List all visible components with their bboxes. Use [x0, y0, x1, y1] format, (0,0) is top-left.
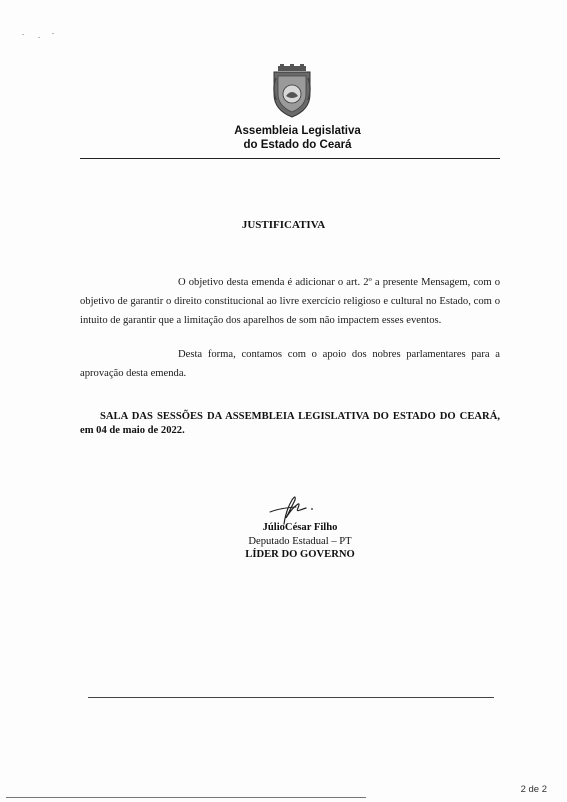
org-line-2: do Estado do Ceará: [243, 139, 352, 151]
signer-role: Deputado Estadual – PT: [248, 535, 352, 547]
scan-speck: [52, 33, 54, 34]
signer-name: JúlioCésar Filho: [262, 522, 338, 533]
document-title: JUSTIFICATIVA: [241, 219, 326, 231]
paragraph-support: Desta forma, contamos com o apoio dos nobres parlamentares para a aprovação desta emenda.: [80, 349, 500, 379]
signer-block: [200, 521, 400, 562]
footer-divider: [88, 697, 494, 698]
organization-name: [200, 124, 395, 152]
page-footer-line: [6, 797, 366, 798]
org-line-1: Assembleia Legislativa: [234, 125, 361, 137]
header-divider: [80, 158, 500, 159]
coat-of-arms-icon: [270, 64, 314, 118]
page-number: 2 de 2: [520, 784, 547, 795]
session-statement: SALA DAS SESSÕES DA ASSEMBLEIA LEGISLATIVA DO ESTADO DO CEARÁ, em 04 de maio de 2022.: [80, 411, 500, 436]
scan-speck: [38, 37, 40, 38]
scan-speck: [22, 34, 24, 35]
paragraph-objective: O objetivo desta emenda é adicionar o art. 2º a presente Mensagem, com o objetivo de garantir o direito constitucional ao livre exercício religioso e cultural no Estado, com o intuito de garantir que a limitação dos aparelhos de som não impactem esses eventos.: [80, 277, 500, 326]
signer-title: LÍDER DO GOVERNO: [245, 549, 355, 560]
